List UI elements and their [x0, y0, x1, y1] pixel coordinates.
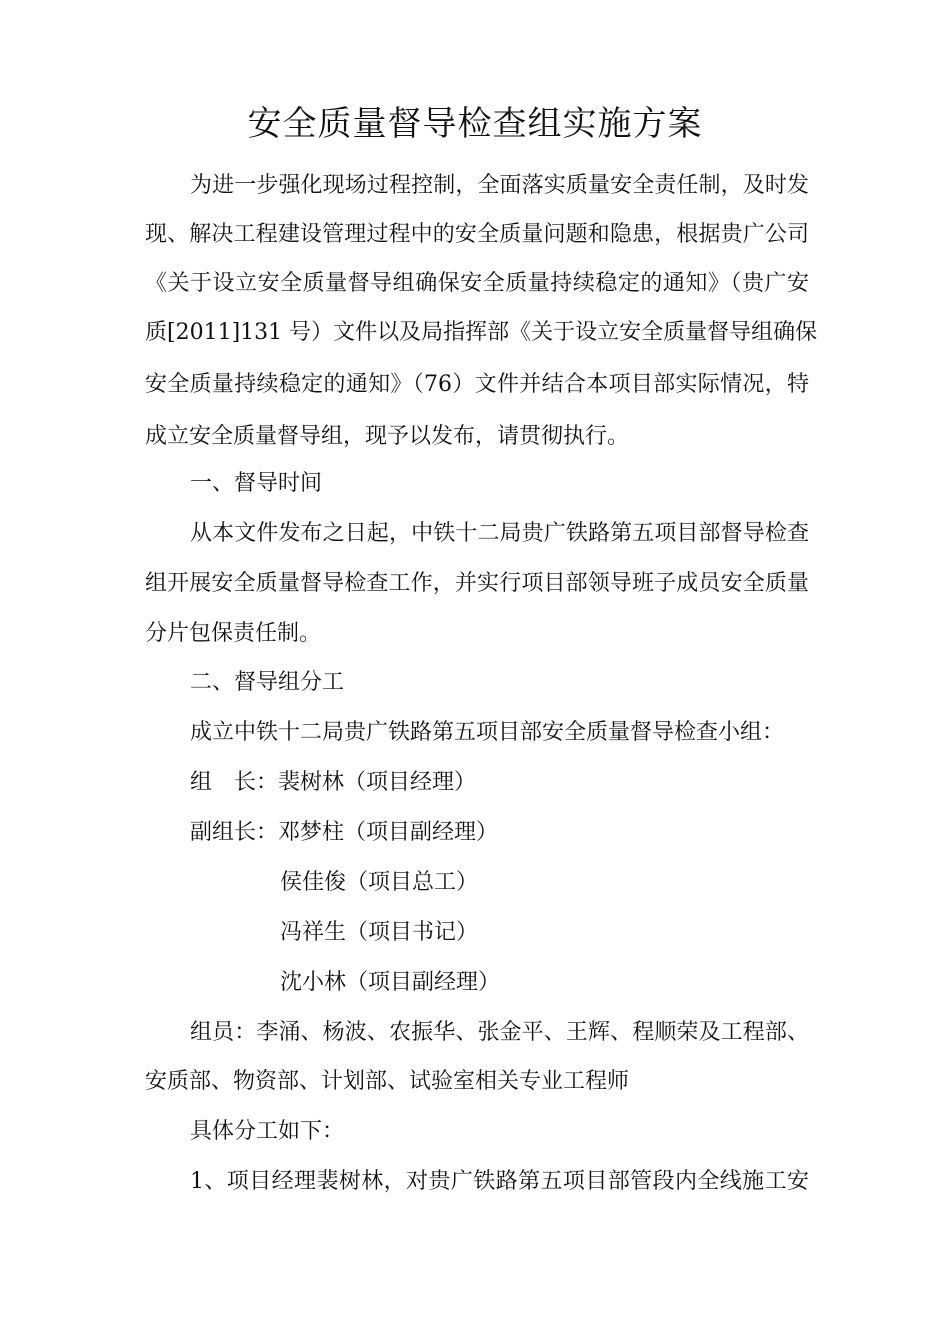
intro-line-1: 为进一步强化现场过程控制，全面落实质量安全责任制，及时发 [190, 173, 809, 198]
deputy-leader-1: 副组长：邓梦柱（项目副经理） [190, 820, 499, 845]
section-1-line-1: 从本文件发布之日起，中铁十二局贵广铁路第五项目部督导检查 [190, 521, 809, 546]
section-1-heading: 一、督导时间 [190, 471, 323, 496]
intro-line-2: 现、解决工程建设管理过程中的安全质量问题和隐患，根据贵广公司 [145, 222, 809, 247]
intro-line-5: 安全质量持续稳定的通知》（76）文件并结合本项目部实际情况，特 [145, 372, 809, 397]
intro-line-4: 质[2011]131 号）文件以及局指挥部《关于设立安全质量督导组确保 [145, 320, 818, 345]
deputy-leader-2: 侯佳俊（项目总工） [280, 870, 479, 895]
group-leader: 组 长：裴树林（项目经理） [190, 770, 477, 795]
section-2-heading: 二、督导组分工 [190, 670, 345, 695]
section-1-line-2: 组开展安全质量督导检查工作，并实行项目部领导班子成员安全质量 [145, 571, 809, 596]
deputy-leader-3: 冯祥生（项目书记） [280, 920, 479, 945]
section-1-line-3: 分片包保责任制。 [145, 621, 322, 646]
document-title: 安全质量督导检查组实施方案 [247, 104, 703, 144]
division-lead: 具体分工如下： [190, 1119, 345, 1144]
intro-line-6: 成立安全质量督导组，现予以发布，请贯彻执行。 [145, 424, 630, 449]
item-1-line-1: 1、项目经理裴树林，对贵广铁路第五项目部管段内全线施工安 [190, 1169, 809, 1194]
section-2-lead: 成立中铁十二局贵广铁路第五项目部安全质量督导检查小组： [190, 720, 785, 745]
deputy-leader-4: 沈小林（项目副经理） [280, 970, 501, 995]
members-line-1: 组员：李涌、杨波、农振华、张金平、王辉、程顺荣及工程部、 [190, 1020, 809, 1045]
intro-line-3: 《关于设立安全质量督导组确保安全质量持续稳定的通知》（贵广安 [145, 271, 809, 296]
members-line-2: 安质部、物资部、计划部、试验室相关专业工程师 [145, 1069, 630, 1094]
